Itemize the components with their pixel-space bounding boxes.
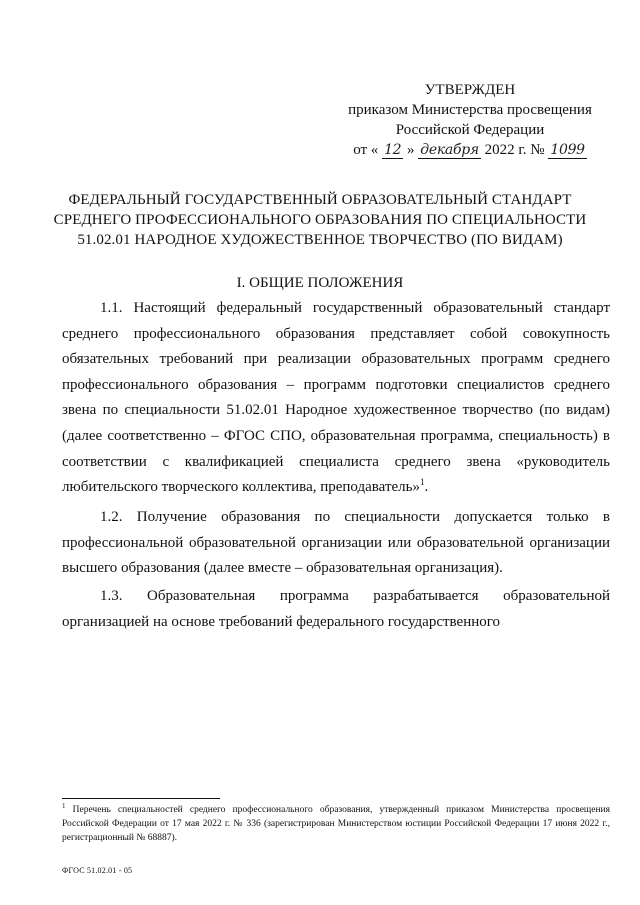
footnote-ref: 1 [420, 477, 425, 488]
paragraph-1-2-text: 1.2. Получение образования по специальности допускается только в профессиональной образовательной организации или образовательной организации высшего образования (далее вместе – образовательная организация). [62, 509, 610, 577]
approval-date-line [320, 140, 620, 160]
title-line-1: ФЕДЕРАЛЬНЫЙ ГОСУДАРСТВЕННЫЙ ОБРАЗОВАТЕЛЬНЫЙ СТАНДАРТ [68, 192, 572, 208]
handwritten-month: декабря [420, 142, 479, 158]
footnote-divider [62, 798, 220, 799]
paragraph-1-2 [62, 505, 610, 582]
paragraph-1-1-end: . [424, 479, 429, 496]
paragraph-1-3 [62, 584, 610, 635]
handwritten-day: 12 [384, 142, 402, 158]
footnote-mark: 1 [62, 801, 66, 810]
section-heading: I. ОБЩИЕ ПОЛОЖЕНИЯ [236, 275, 404, 291]
year-suffix: 2022 г. № [484, 142, 545, 158]
paragraph-1-1 [62, 296, 610, 501]
date-prefix: от « [353, 142, 379, 158]
approval-line-2: Российской Федерации [395, 122, 545, 138]
quote-close: » [407, 142, 415, 158]
paragraph-1-3-text: 1.3. Образовательная программа разрабатывается образовательной организацией на основе требований федерального государственного [62, 588, 610, 630]
approval-line-1: приказом Министерства просвещения [348, 102, 592, 118]
approval-block [320, 80, 620, 160]
footnote-text: Перечень специальностей среднего профессионального образования, утвержденный приказом Министерства просвещения Российской Федерации от 17 мая 2022 г. № 336 (зарегистрирован Министерством юстиции Российской Федерации 17 июня 2022 г., регистрационный № 68887). [62, 805, 610, 843]
footnote [62, 803, 610, 845]
paragraph-1-1-text: 1.1. Настоящий федеральный государственный образовательный стандарт среднего профессионального образования представляет собой совокупность обязательных требований при реализации образовательных программ среднего профессионального образования – программ подготовки специалистов среднего звена по специальности 51.02.01 Народное художественное творчество (по видам) (далее соответственно – ФГОС СПО, образовательная программа, специальность) в соответствии с квалификацией специалиста среднего звена «руководитель любительского творческого коллектива, преподаватель» [62, 300, 610, 496]
handwritten-number: 1099 [550, 142, 585, 158]
document-code: ФГОС 51.02.01 - 05 [62, 866, 133, 875]
approved-label: УТВЕРЖДЕН [424, 82, 516, 98]
document-title [30, 190, 610, 250]
title-line-3: 51.02.01 НАРОДНОЕ ХУДОЖЕСТВЕННОЕ ТВОРЧЕСТВО (ПО ВИДАМ) [77, 232, 563, 248]
title-line-2: СРЕДНЕГО ПРОФЕССИОНАЛЬНОГО ОБРАЗОВАНИЯ ПО СПЕЦИАЛЬНОСТИ [53, 212, 587, 228]
